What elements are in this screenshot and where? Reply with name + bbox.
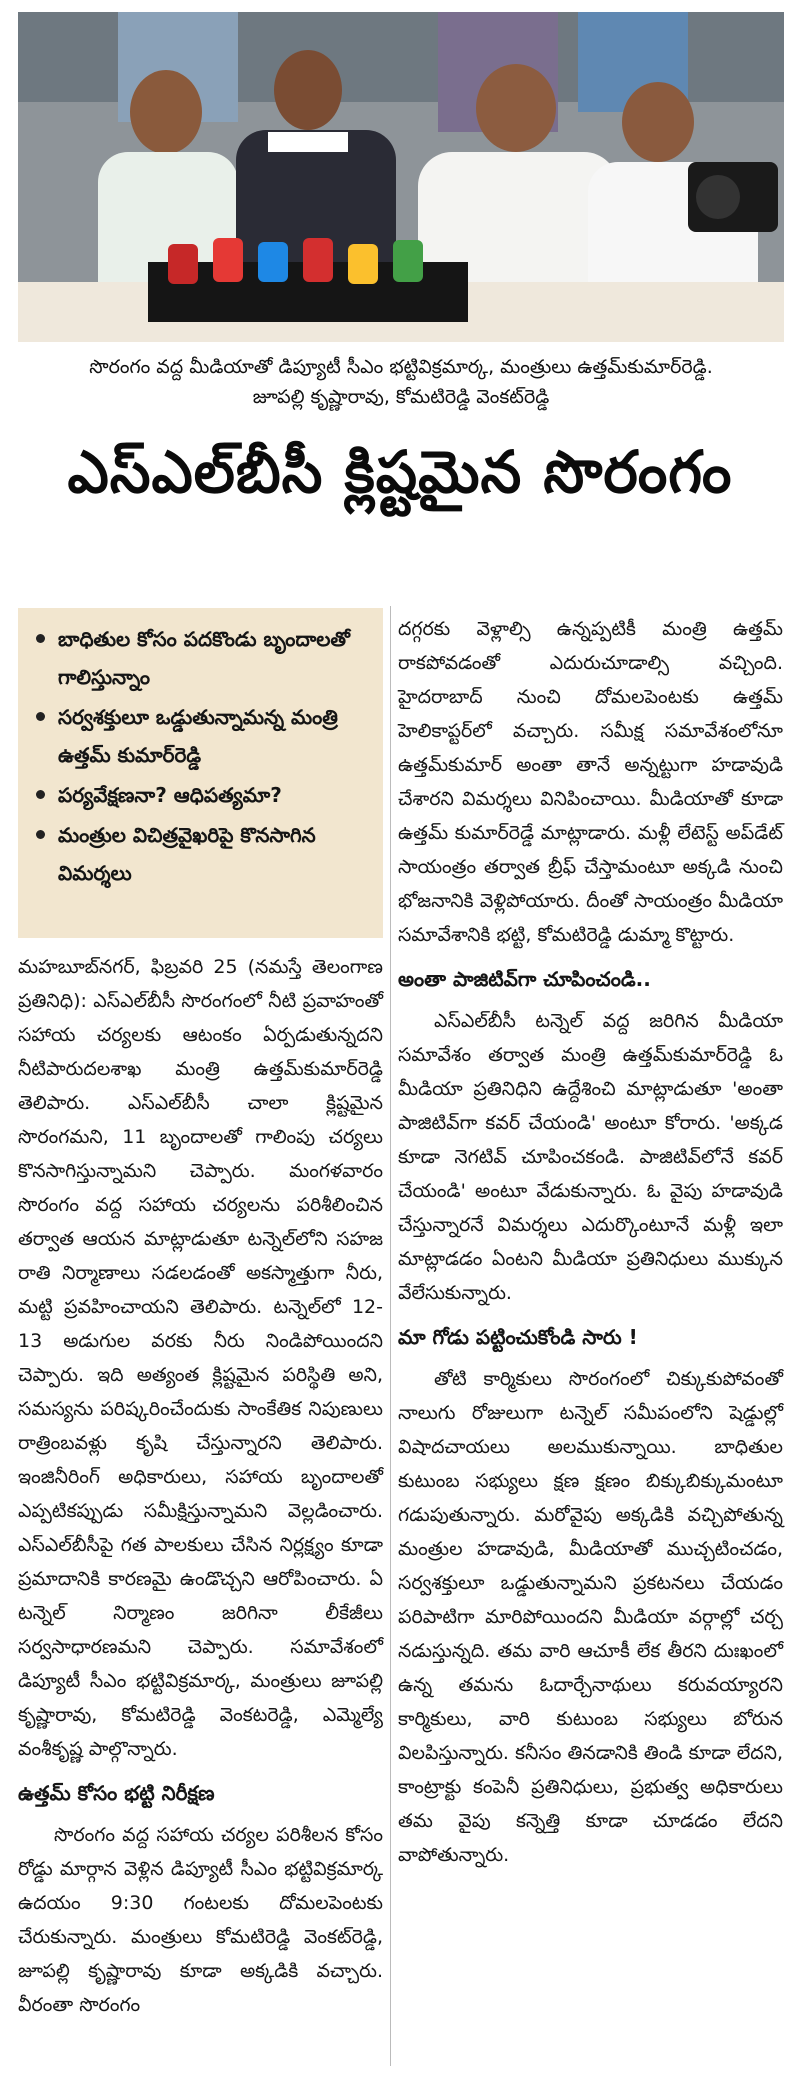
bullet-icon: [36, 830, 45, 839]
photo-illustration: [18, 12, 784, 342]
highlight-item: మంత్రుల విచిత్రవైఖరిపై కొనసాగిన విమర్శలు: [36, 816, 367, 892]
highlight-item: పర్యవేక్షణనా? ఆధిపత్యమా?: [36, 776, 367, 814]
left-column: [18, 950, 383, 2028]
article-paragraph: ఎస్‌ఎల్‌బీసీ టన్నెల్ వద్ద జరిగిన మీడియా సమావేశం తర్వాత మంత్రి ఉత్తమ్‌కుమార్‌రెడ్డి ఓ మీడియా ప్రతినిధిని ఉద్దేశించి మాట్లాడుతూ 'అంతా పాజిటివ్‌గా కవర్ చేయండి' అంటూ కోరారు. 'అక్కడ కూడా నెగటివ్ చూపించకండి. పాజిటివ్‌లోనే కవర్ చేయండి' అంటూ వేడుకున్నారు. ఓ వైపు హడావుడి చేస్తున్నారనే విమర్శలు ఎదుర్కొంటూనే మళ్లీ ఇలా మాట్లాడడం ఏంటని మీడియా ప్రతినిధులు ముక్కున వేలేసుకున్నారు.: [398, 1010, 783, 1304]
article-paragraph: తోటి కార్మికులు సొరంగంలో చిక్కుకుపోవంతో నాలుగు రోజులుగా టన్నెల్ సమీపంలోని షెడ్డుల్లో విషాదచాయలు అలముకున్నాయి. బాధితుల కుటుంబ సభ్యులు క్షణ క్షణం బిక్కుబిక్కుమంటూ గడుపుతున్నారు. మరోవైపు అక్కడికి వచ్చిపోతున్న మంత్రుల హడావుడి, మీడియాతో ముచ్చటించడం, సర్వశక్తులూ ఒడ్డుతున్నామని ప్రకటనలు చేయడం పరిపాటిగా మారిపోయిందని మీడియా వర్గాల్లో చర్చ నడుస్తున్నది. తమ వారి ఆచూకీ లేక తీరని దుఃఖంలో ఉన్న తమను ఓదార్చేనాథులు కరువయ్యారని కార్మికులు, వారి కుటుంబ సభ్యులు బోరున విలపిస్తున్నారు. కనీసం తినడానికి తిండి కూడా లేదని, కాంట్రాక్టు కంపెనీ ప్రతినిధులు, ప్రభుత్వ అధికారులు తమ వైపు కన్నెత్తి కూడా చూడడం లేదని వాపోతున్నారు.: [398, 1368, 783, 1866]
highlights-box: [18, 608, 383, 938]
bullet-icon: [36, 712, 45, 721]
highlight-item: సర్వశక్తులూ ఒడ్డుతున్నామన్న మంత్రి ఉత్తమ్ కుమార్‌రెడ్డి: [36, 698, 367, 774]
subheading: ఉత్తమ్ కోసం భట్టి నిరీక్షణ: [18, 1781, 215, 1805]
highlight-item: బాధితుల కోసం పదకొండు బృందాలతో గాలిస్తున్నాం: [36, 620, 367, 696]
subheading: మా గోడు పట్టించుకోండి సారు !: [398, 1325, 638, 1349]
right-column: [398, 612, 783, 1878]
article-paragraph: సొరంగం వద్ద సహాయ చర్యల పరిశీలన కోసం రోడ్డు మార్గాన వెళ్లిన డిప్యూటీ సీఎం భట్టివిక్రమార్క ఉదయం 9:30 గంటలకు దోమలపెంటకు చేరుకున్నారు. మంత్రులు కోమటిరెడ్డి వెంకట్‌రెడ్డి, జూపల్లి కృష్ణారావు కూడా అక్కడికి వచ్చారు. వీరంతా సొరంగం: [18, 1824, 383, 2016]
column-divider: [390, 606, 391, 2066]
subheading: అంతా పాజిటివ్‌గా చూపించండి..: [398, 967, 651, 991]
headline: ఎస్‌ఎల్‌బీసీ క్లిష్టమైన సొరంగం: [67, 438, 733, 506]
caption-line-2: జూపల్లి కృష్ణారావు, కోమటిరెడ్డి వెంకట్‌రెడ్డి: [252, 386, 550, 408]
caption-line-1: సొరంగం వద్ద మీడియాతో డిప్యూటీ సీఎం భట్టివిక్రమార్క, మంత్రులు ఉత్తమ్‌కుమార్‌రెడ్డి.: [89, 356, 713, 378]
bullet-icon: [36, 790, 45, 799]
press-meet-photo: [18, 12, 784, 342]
bullet-icon: [36, 634, 45, 643]
photo-caption: [18, 352, 784, 412]
article-paragraph: దగ్గరకు వెళ్లాల్సి ఉన్నప్పటికీ మంత్రి ఉత్తమ్ రాకపోవడంతో ఎదురుచూడాల్సి వచ్చింది. హైదరాబాద్ నుంచి దోమలపెంటకు ఉత్తమ్ హెలికాప్టర్‌లో వచ్చారు. సమీక్ష సమావేశంలోనూ ఉత్తమ్‌కుమార్ అంతా తానే అన్నట్టుగా హడావుడి చేశారని విమర్శలు వినిపించాయి. మీడియాతో కూడా ఉత్తమ్ కుమార్‌రెడ్డే మాట్లాడారు. మళ్లీ లేటెస్ట్ అప్‌డేట్ సాయంత్రం తర్వాత బ్రీఫ్ చేస్తామంటూ అక్కడి నుంచి భోజనానికి వెళ్లిపోయారు. దీంతో సాయంత్రం మీడియా సమావేశానికి భట్టి, కోమటిరెడ్డి డుమ్మా కొట్టారు.: [398, 618, 783, 946]
article-paragraph: మహబూబ్‌నగర్, ఫిబ్రవరి 25 (నమస్తే తెలంగాణ ప్రతినిధి): ఎస్‌ఎల్‌బీసీ సొరంగంలో నీటి ప్రవాహంతో సహాయ చర్యలకు ఆటంకం ఏర్పడుతున్నదని నీటిపారుదలశాఖ మంత్రి ఉత్తమ్‌కుమార్‌రెడ్డి తెలిపారు. ఎస్‌ఎల్‌బీసీ చాలా క్లిష్టమైన సొరంగమని, 11 బృందాలతో గాలింపు చర్యలు కొనసాగిస్తున్నామని చెప్పారు. మంగళవారం సొరంగం వద్ద సహాయ చర్యలను పరిశీలించిన తర్వాత ఆయన మాట్లాడుతూ టన్నెల్‌లోని సహజ రాతి నిర్మాణాలు సడలడంతో అకస్మాత్తుగా నీరు, మట్టి ప్రవహించాయని తెలిపారు. టన్నెల్‌లో 12-13 అడుగుల వరకు నీరు నిండిపోయిందని చెప్పారు. ఇది అత్యంత క్లిష్టమైన పరిస్థితి అని, సమస్యను పరిష్కరించేందుకు సాంకేతిక నిపుణులు రాత్రింబవళ్లు కృషి చేస్తున్నారని తెలిపారు. ఇంజినీరింగ్ అధికారులు, సహాయ బృందాలతో ఎప్పటికప్పుడు సమీక్షిస్తున్నామని వెల్లడించారు. ఎస్‌ఎల్‌బీసీపై గత పాలకులు చేసిన నిర్లక్ష్యం కూడా ప్రమాదానికి కారణమై ఉండొచ్చని ఆరోపించారు. ఏ టన్నెల్ నిర్మాణం జరిగినా లీకేజీలు సర్వసాధారణమని చెప్పారు. సమావేశంలో డిప్యూటీ సీఎం భట్టివిక్రమార్క, మంత్రులు జూపల్లి కృష్ణారావు, కోమటిరెడ్డి వెంకటరెడ్డి, ఎమ్మెల్యే వంశీకృష్ణ పాల్గొన్నారు.: [18, 956, 383, 1760]
